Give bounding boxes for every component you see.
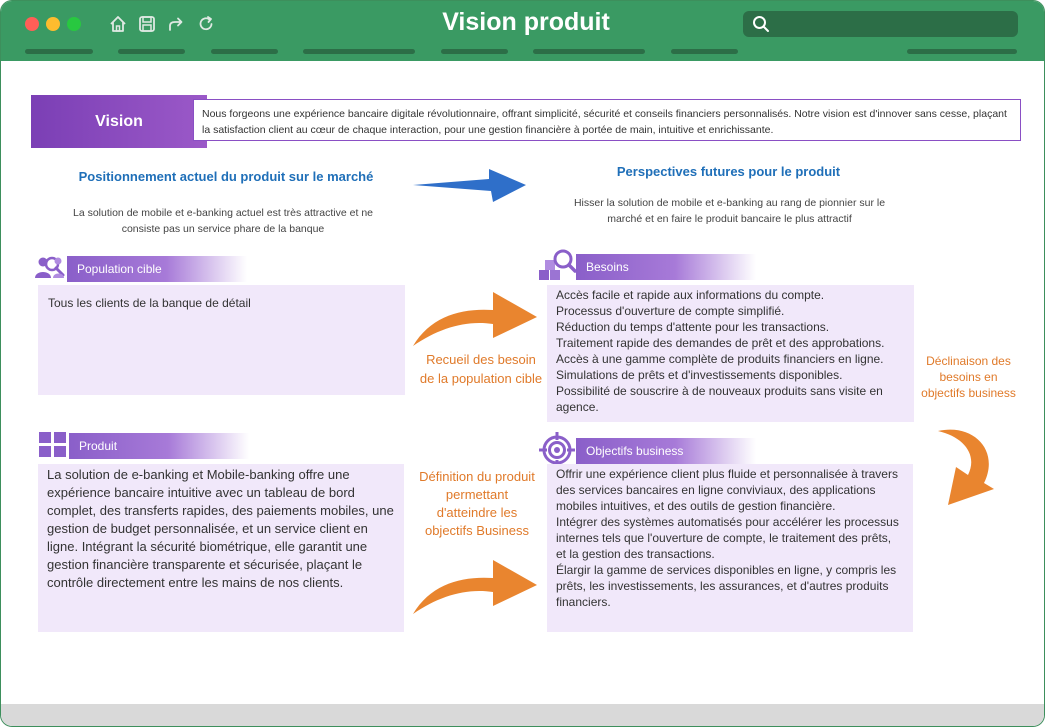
produit-text: La solution de e-banking et Mobile-banking offre une expérience bancaire intuitive avec un tableau de bord complet, des transferts rapides, des paiements mobiles, une gestion de budget personnalisée, et un service client en ligne. Intégrant la sécurité biométrique, elle garantit une gestion financière transparente et sécurisée, plaçant le contrôle directement entre les mains de nos clients. — [47, 467, 394, 590]
objectifs-box — [547, 464, 913, 632]
population-cible-header: Population cible — [67, 256, 247, 282]
redo-icon[interactable] — [166, 14, 186, 34]
tab-placeholder-5[interactable] — [441, 49, 508, 54]
vision-statement: Nous forgeons une expérience bancaire digitale révolutionnaire, offrant simplicité, sécurité et conseils financiers personnalisés. Notre vision est d'innover sans cesse, plaçant la satisfaction client au cœur de chaque interaction, pour une gestion financière à portée de main, intuitive et enrichissante. — [193, 99, 1021, 141]
population-cible-box — [38, 285, 405, 395]
besoins-item: Processus d'ouverture de compte simplifié. — [556, 304, 785, 318]
produit-header: Produit — [69, 433, 249, 459]
population-cible-text: Tous les clients de la banque de détail — [48, 296, 251, 310]
produit-box — [38, 464, 404, 632]
recueil-label: Recueil des besoin de la population cible — [419, 352, 543, 386]
close-window-button[interactable] — [25, 17, 39, 31]
home-icon[interactable] — [108, 14, 128, 34]
blue-right-arrow-icon — [411, 167, 529, 205]
tab-placeholder-3[interactable] — [211, 49, 278, 54]
objectifs-header: Objectifs business — [576, 438, 756, 464]
objectifs-item: Élargir la gamme de services disponibles en ligne, y compris les prêts, les investissements, les assurances, et d'autres produits financiers. — [556, 563, 897, 609]
needs-search-icon — [539, 248, 577, 282]
current-position-description: La solution de mobile et e-banking actuel est très attractive et ne consiste pas un service phare de la banque — [72, 207, 373, 235]
title-bar — [1, 1, 1044, 61]
search-icon — [751, 14, 771, 34]
declinaison-label: Déclinaison des besoins en objectifs business — [921, 354, 1016, 400]
minimize-window-button[interactable] — [46, 17, 60, 31]
besoins-item: Possibilité de souscrire à de nouveaux produits sans visite en agence. — [556, 384, 883, 414]
tab-placeholder-7[interactable] — [671, 49, 738, 54]
tab-placeholder-8[interactable] — [907, 49, 1017, 54]
orange-curved-arrow-2-icon — [411, 554, 539, 616]
maximize-window-button[interactable] — [67, 17, 81, 31]
refresh-icon[interactable] — [196, 14, 216, 34]
tab-placeholder-2[interactable] — [118, 49, 185, 54]
vision-label: Vision — [31, 95, 207, 148]
current-position-title: Positionnement actuel du produit sur le marché — [78, 169, 374, 184]
search-input[interactable] — [743, 11, 1018, 37]
target-icon — [539, 432, 575, 468]
tab-placeholder-4[interactable] — [303, 49, 415, 54]
orange-curved-arrow-icon — [411, 286, 539, 348]
besoins-item: Accès à une gamme complète de produits financiers en ligne. — [556, 352, 884, 366]
product-grid-icon — [39, 432, 67, 458]
bottom-bar — [1, 704, 1044, 726]
besoins-item: Simulations de prêts et d'investissements disponibles. — [556, 368, 843, 382]
objectifs-item: Offrir une expérience client plus fluide et personnalisée à travers des services bancaires en ligne conviviaux, des applications mobiles intuitives, et des outils de gestion financière. — [556, 467, 898, 513]
besoins-item: Accès facile et rapide aux informations du compte. — [556, 288, 825, 302]
besoins-item: Réduction du temps d'attente pour les transactions. — [556, 320, 830, 334]
orange-down-curved-arrow-icon — [936, 421, 998, 507]
window-title: Vision produit — [442, 8, 610, 36]
target-audience-icon — [34, 254, 66, 282]
objectifs-item: Intégrer des systèmes automatisés pour accélérer les processus internes tels que l'ouverture de compte, le traitement des prêts, et la gestion des transactions. — [556, 515, 899, 561]
besoins-header: Besoins — [576, 254, 756, 280]
definition-label: Définition du produit permettant d'atteindre les objectifs Business — [419, 469, 535, 538]
future-perspectives-description: Hisser la solution de mobile et e-banking au rang de pionnier sur le marché et en faire le produit bancaire le plus attractif — [573, 197, 886, 225]
besoins-box — [547, 285, 914, 422]
save-icon[interactable] — [137, 14, 157, 34]
tab-placeholder-6[interactable] — [533, 49, 645, 54]
besoins-item: Traitement rapide des demandes de prêt et des approbations. — [556, 336, 885, 350]
future-perspectives-title: Perspectives futures pour le produit — [616, 164, 841, 179]
tab-placeholder-1[interactable] — [25, 49, 93, 54]
